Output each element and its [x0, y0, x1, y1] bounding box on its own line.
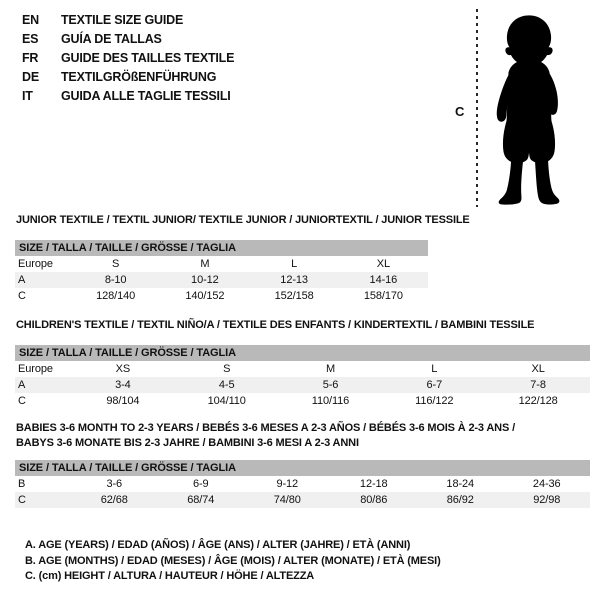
- value-cell: 24-36: [532, 478, 561, 490]
- value-cell: 3-6: [106, 478, 123, 490]
- table-row: [15, 288, 428, 304]
- value-cell: 12-18: [359, 478, 388, 490]
- table-title-junior: JUNIOR TEXTILE / TEXTIL JUNIOR/ TEXTILE JUNIOR / JUNIORTEXTIL / JUNIOR TESSILE: [16, 214, 470, 226]
- column-header-label-cell: Europe: [18, 258, 53, 270]
- value-cell: 92/98: [504, 492, 591, 508]
- value-cell: 116/122: [415, 395, 454, 407]
- column-header-cell: L: [291, 258, 298, 270]
- language-code: EN: [22, 13, 39, 27]
- column-header-row: [15, 361, 590, 377]
- language-code: IT: [22, 89, 33, 103]
- value-cell: 122/128: [518, 395, 558, 407]
- column-header-label-cell: Europe: [18, 363, 53, 375]
- row-label-cell: C: [18, 395, 26, 407]
- table-row: [15, 272, 428, 288]
- language-label: TEXTILE SIZE GUIDE: [61, 13, 184, 27]
- table-row: [15, 476, 590, 492]
- row-label-cell: C: [15, 492, 71, 508]
- baby-silhouette-icon: [486, 9, 572, 209]
- value-cell: 104/110: [207, 395, 246, 407]
- language-row: [22, 30, 234, 49]
- table-title-children: CHILDREN'S TEXTILE / TEXTIL NIÑO/A / TEXTILE DES ENFANTS / KINDERTEXTIL / BAMBINI TESSILE: [16, 319, 535, 331]
- height-measure-label: C: [455, 104, 465, 119]
- language-code: ES: [22, 32, 39, 46]
- language-list: [22, 11, 234, 106]
- value-cell: 74/80: [244, 492, 331, 508]
- column-header-cell: L: [431, 363, 438, 375]
- value-cell: 14-16: [339, 272, 428, 288]
- value-cell: 8-10: [71, 272, 160, 288]
- value-cell: 6-7: [382, 377, 486, 393]
- value-cell: 158/170: [363, 290, 403, 302]
- row-label-cell: C: [18, 290, 26, 302]
- value-cell: 128/140: [96, 290, 136, 302]
- value-cell: 5-6: [279, 377, 383, 393]
- language-row: [22, 11, 234, 30]
- size-header-row: [15, 345, 590, 361]
- size-header-row: [15, 240, 428, 256]
- value-cell: 4-5: [175, 377, 279, 393]
- note-line-c: C. (cm) HEIGHT / ALTURA / HAUTEUR / HÖHE / ALTEZZA: [25, 570, 315, 582]
- column-header-cell: M: [200, 258, 210, 270]
- row-label-cell: A: [15, 272, 71, 288]
- size-table-junior: [15, 240, 428, 304]
- size-header-cell: SIZE / TALLA / TAILLE / GRÖSSE / TAGLIA: [15, 240, 428, 256]
- language-row: [22, 49, 234, 68]
- column-header-cell: S: [223, 363, 231, 375]
- language-label: GUIDE DES TAILLES TEXTILE: [61, 51, 235, 65]
- column-header-cell: XL: [376, 258, 390, 270]
- size-header-cell: SIZE / TALLA / TAILLE / GRÖSSE / TAGLIA: [15, 345, 590, 361]
- language-code: FR: [22, 51, 39, 65]
- value-cell: 110/116: [311, 395, 350, 407]
- size-header-row: [15, 460, 590, 476]
- column-header-row: [15, 256, 428, 272]
- value-cell: 140/152: [185, 290, 225, 302]
- table-row: [15, 492, 590, 508]
- legend-notes: [25, 538, 441, 585]
- value-cell: 98/104: [106, 395, 140, 407]
- value-cell: 10-12: [160, 272, 249, 288]
- row-label-cell: A: [15, 377, 71, 393]
- value-cell: 80/86: [331, 492, 418, 508]
- table-title-babies: BABIES 3-6 MONTH TO 2-3 YEARS / BEBÉS 3-6 MESES A 2-3 AÑOS / BÉBÉS 3-6 MOIS À 2-3 ANS / BABYS 3-6 MONATE BIS 2-3 JAHRE / BAMBINI 3-6 MESI A 2-3 ANNI: [16, 422, 515, 449]
- value-cell: 9-12: [276, 478, 299, 490]
- column-header-cell: XS: [115, 363, 131, 375]
- size-header-cell: SIZE / TALLA / TAILLE / GRÖSSE / TAGLIA: [15, 460, 590, 476]
- language-code: DE: [22, 70, 39, 84]
- value-cell: 68/74: [158, 492, 245, 508]
- language-label: GUÍA DE TALLAS: [61, 32, 162, 46]
- column-header-cell: XL: [531, 363, 545, 375]
- size-table-children: [15, 345, 590, 409]
- language-label: GUIDA ALLE TAGLIE TESSILI: [61, 89, 231, 103]
- language-row: [22, 87, 234, 106]
- value-cell: 7-8: [486, 377, 590, 393]
- size-table-babies: [15, 460, 590, 508]
- row-label-cell: B: [18, 478, 26, 490]
- value-cell: 6-9: [192, 478, 209, 490]
- column-header-cell: S: [112, 258, 120, 270]
- table-row: [15, 393, 590, 409]
- value-cell: 62/68: [71, 492, 158, 508]
- table-row: [15, 377, 590, 393]
- value-cell: 152/158: [274, 290, 314, 302]
- value-cell: 12-13: [250, 272, 339, 288]
- value-cell: 86/92: [417, 492, 504, 508]
- value-cell: 3-4: [71, 377, 175, 393]
- value-cell: 18-24: [446, 478, 475, 490]
- language-label: TEXTILGRÖßENFÜHRUNG: [61, 70, 217, 84]
- note-line-b: B. AGE (MONTHS) / EDAD (MESES) / ÂGE (MOIS) / ALTER (MONATE) / ETÀ (MESI): [25, 554, 441, 567]
- column-header-cell: M: [325, 363, 336, 375]
- note-line-a: A. AGE (YEARS) / EDAD (AÑOS) / ÂGE (ANS) / ALTER (JAHRE) / ETÀ (ANNI): [25, 539, 411, 551]
- height-measure-dotted-line: [476, 9, 478, 207]
- language-row: [22, 68, 234, 87]
